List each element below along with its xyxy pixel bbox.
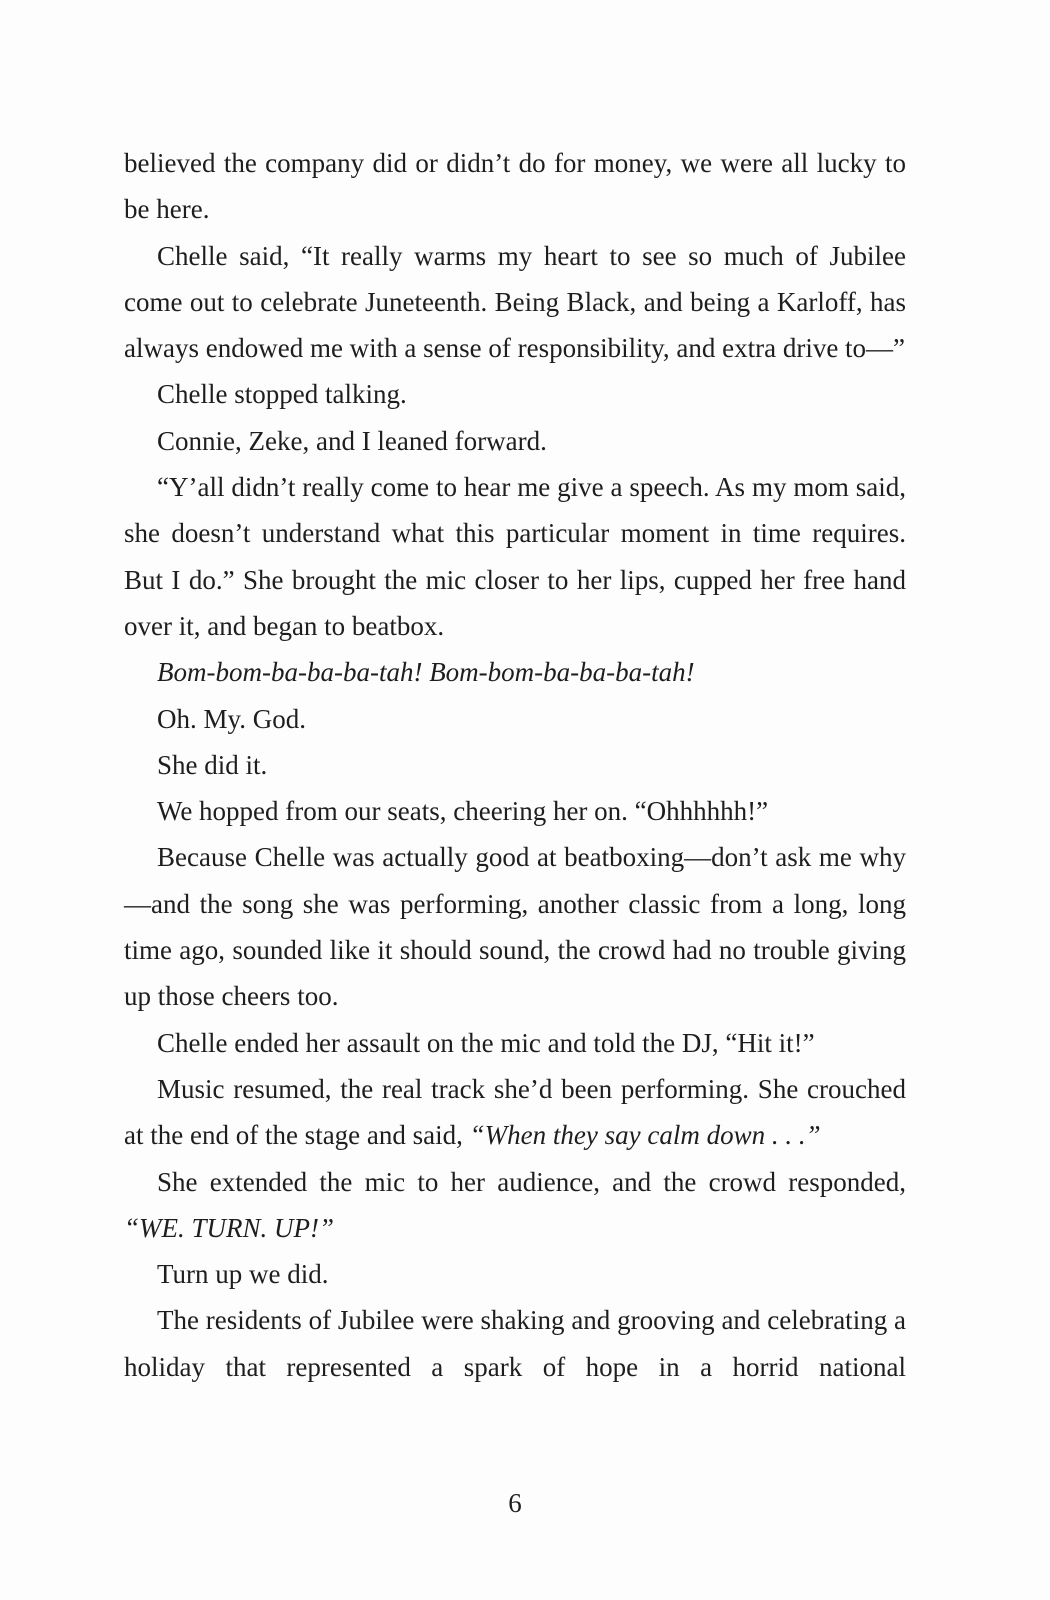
paragraph-13 xyxy=(124,1159,906,1252)
paragraph-12 xyxy=(124,1066,906,1159)
paragraph-5: “Y’all didn’t really come to hear me give a speech. As my mom said, she doesn’t understand what this particular moment in time requires. But I do.” She brought the mic closer to her lips, cupped her free hand over it, and began to beatbox. xyxy=(124,472,906,641)
paragraph-6-beatbox xyxy=(124,649,906,695)
paragraph-3: Chelle stopped talking. xyxy=(157,379,407,410)
paragraph-7: Oh. My. God. xyxy=(157,703,307,734)
paragraph-15: The residents of Jubilee were shaking and grooving and celebrating a holiday that represented a spark of hope in a horrid national xyxy=(124,1305,906,1382)
paragraph-14: Turn up we did. xyxy=(157,1259,329,1290)
body-text xyxy=(124,140,906,1390)
paragraph-8: She did it. xyxy=(157,749,268,780)
paragraph-12-text: Music resumed, the real track she’d been performing. She crouched at the end of the stage and said, xyxy=(124,1073,906,1151)
paragraph-11: Chelle ended her assault on the mic and told the DJ, “Hit it!” xyxy=(157,1027,815,1058)
calm-down-italic: “When they say calm down . . .” xyxy=(469,1120,821,1151)
paragraph-1: believed the company did or didn’t do for money, we were all lucky to be here. xyxy=(124,148,906,225)
paragraph-2: Chelle said, “It really warms my heart to see so much of Jubilee come out to celebrate Juneteenth. Being Black, and being a Karloff, has always endowed me with a sense of responsibility, and extra drive to—” xyxy=(124,240,906,364)
paragraph-10: Because Chelle was actually good at beatboxing—don’t ask me why—and the song she was performing, another classic from a long, long time ago, sounded like it should sound, the crowd had no trouble giving up those cheers too. xyxy=(124,842,906,1012)
paragraph-9: We hopped from our seats, cheering her on. “Ohhhhhh!” xyxy=(157,796,769,827)
page-number: 6 xyxy=(508,1488,522,1518)
paragraph-13-text: She extended the mic to her audience, and the crowd responded, xyxy=(157,1166,906,1197)
paragraph-4: Connie, Zeke, and I leaned forward. xyxy=(157,425,547,456)
turn-up-italic: “WE. TURN. UP!” xyxy=(124,1212,335,1243)
beatbox-italic: Bom-bom-ba-ba-ba-tah! Bom-bom-ba-ba-ba-tah! xyxy=(157,657,695,688)
